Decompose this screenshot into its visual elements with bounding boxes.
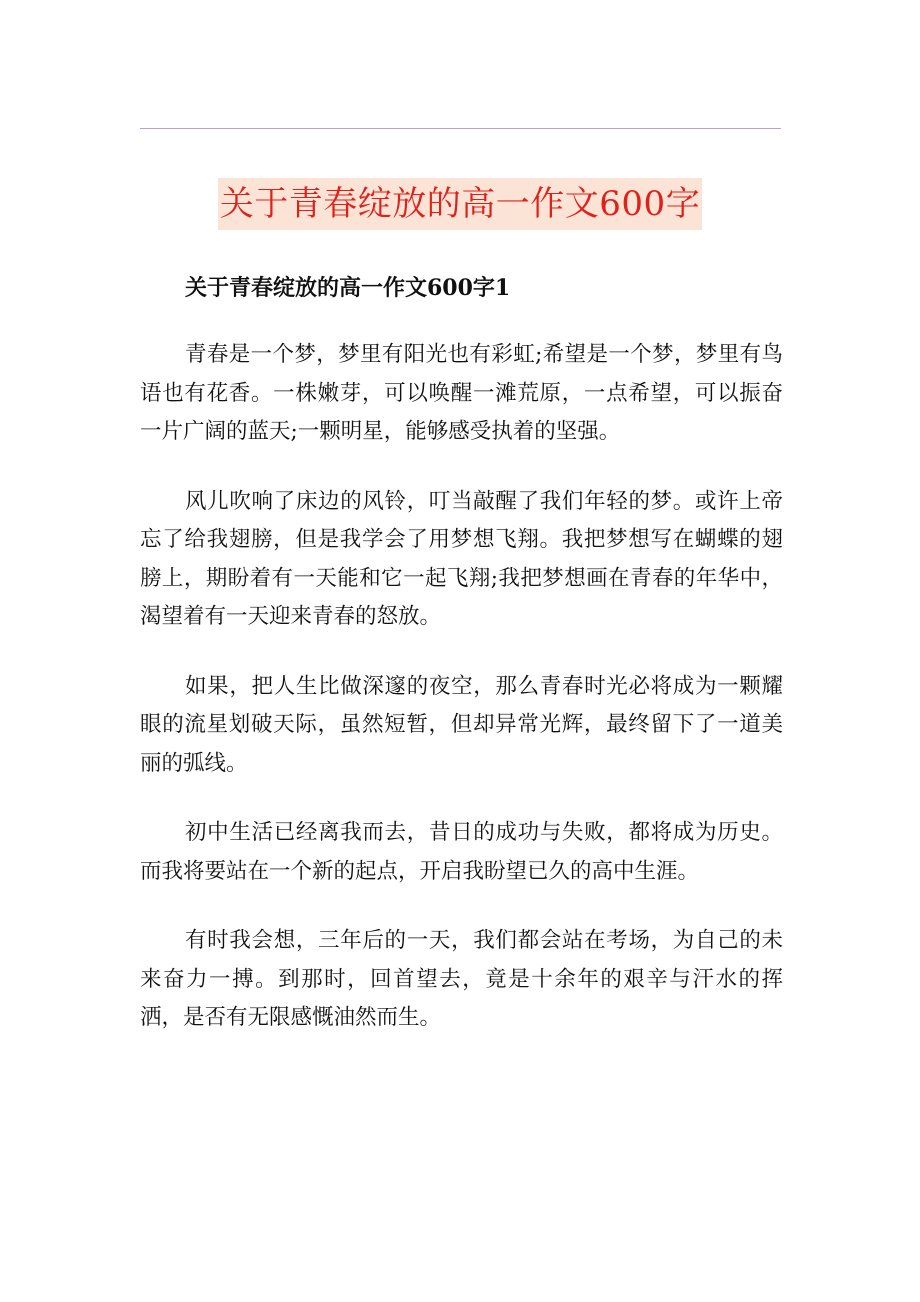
paragraph-5: 有时我会想，三年后的一天，我们都会站在考场，为自己的未来奋力一搏。到那时，回首望去，竟是十余年的艰辛与汗水的挥洒，是否有无限感慨油然而生。 [140,928,783,1030]
document-body [140,336,783,1069]
paragraph-4: 初中生活已经离我而去，昔日的成功与失败，都将成为历史。而我将要站在一个新的起点，开启我盼望已久的高中生涯。 [140,820,783,884]
paragraph-2: 风儿吹响了床边的风铃，叮当敲醒了我们年轻的梦。或许上帝忘了给我翅膀，但是我学会了用梦想飞翔。我把梦想写在蝴蝶的翅膀上，期盼着有一天能和它一起飞翔;我把梦想画在青春的年华中，渴望着有一天迎来青春的怒放。 [140,488,783,629]
paragraph-1: 青春是一个梦，梦里有阳光也有彩虹;希望是一个梦，梦里有鸟语也有花香。一株嫩芽，可以唤醒一滩荒原，一点希望，可以振奋一片广阔的蓝天;一颗明星，能够感受执着的坚强。 [140,342,783,444]
header-rule [140,128,781,129]
document-title: 关于青春绽放的高一作文600字 [218,178,702,230]
section-heading: 关于青春绽放的高一作文600字1 [185,275,511,301]
title-container [0,155,920,253]
paragraph-3: 如果，把人生比做深邃的夜空，那么青春时光必将成为一颗耀眼的流星划破天际，虽然短暂，但却异常光辉，最终留下了一道美丽的弧线。 [140,673,783,776]
